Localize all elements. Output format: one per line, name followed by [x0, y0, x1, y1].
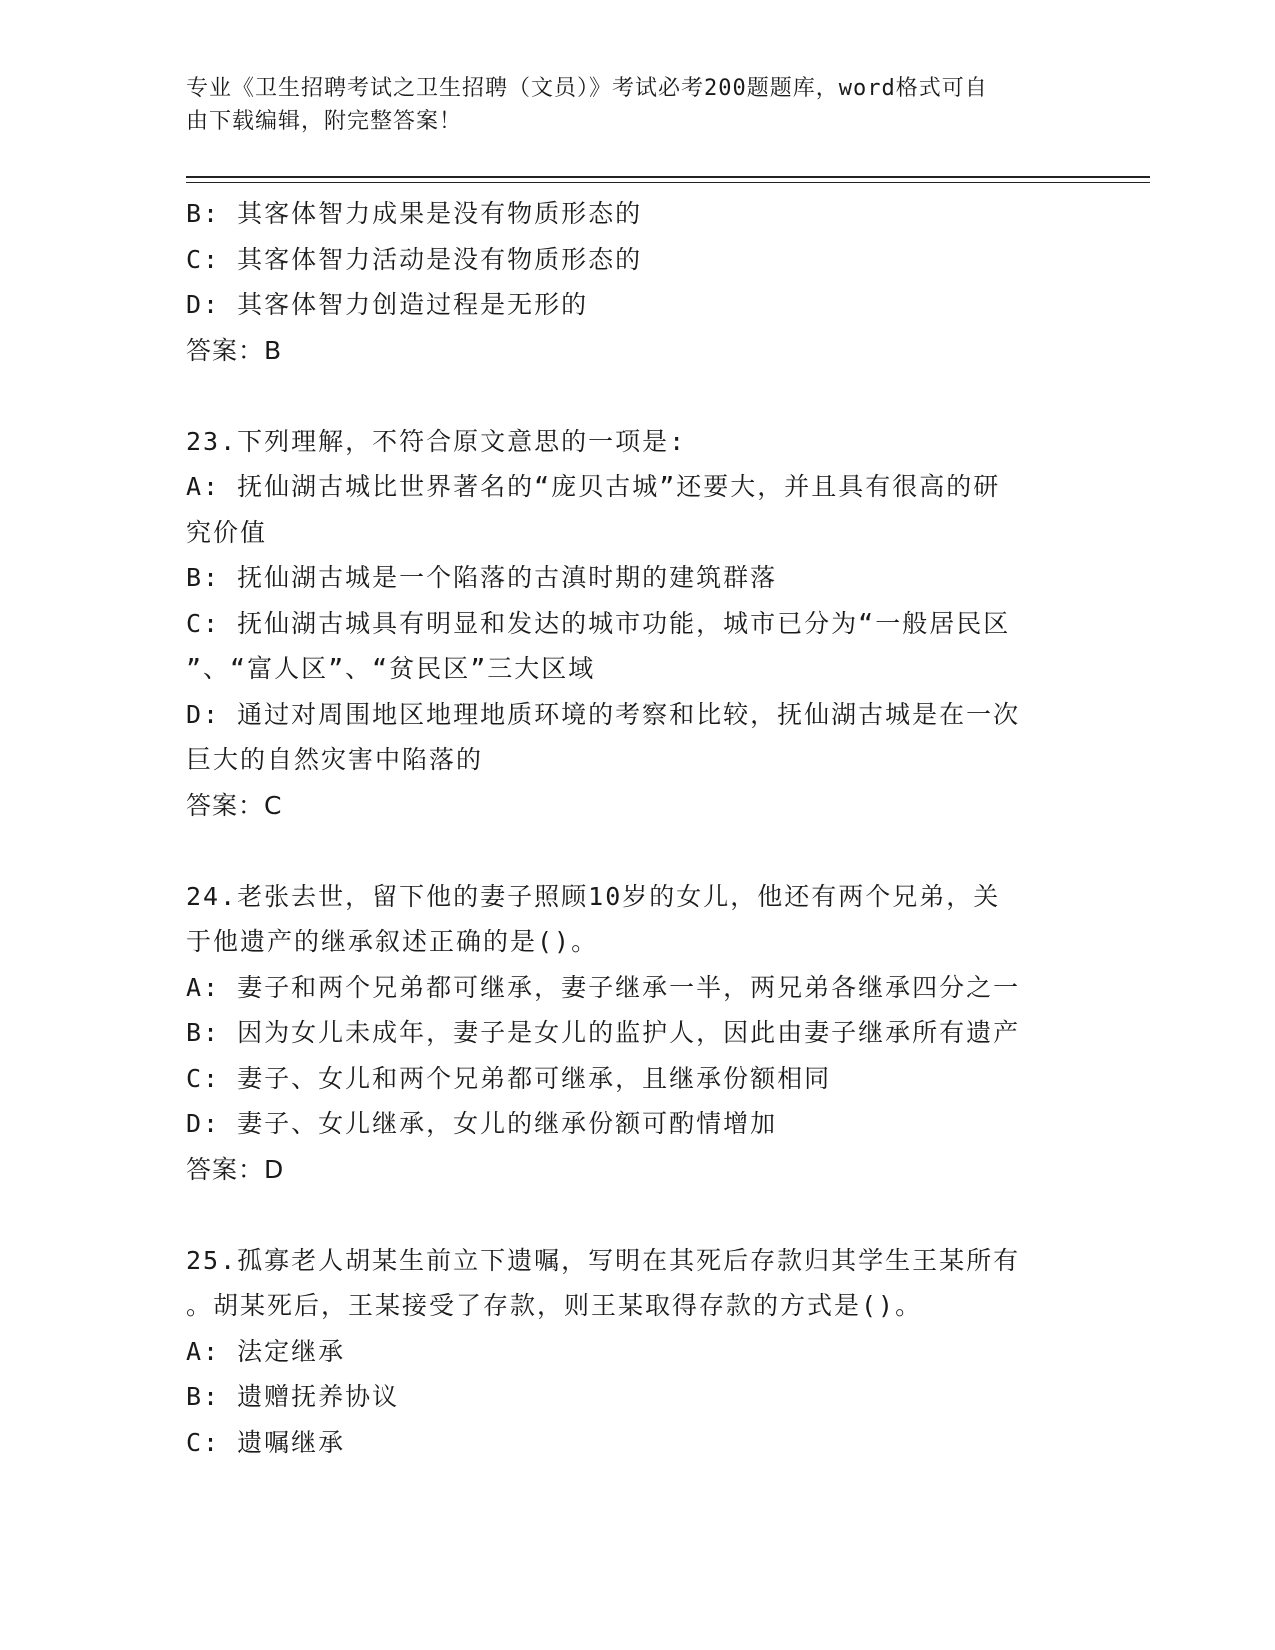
question-stem: 23.下列理解，不符合原文意思的一项是:	[186, 426, 687, 456]
question-stem-cont: 。胡某死后，王某接受了存款，则王某取得存款的方式是()。	[186, 1291, 923, 1320]
option-a: A: 妻子和两个兄弟都可继承，妻子继承一半，两兄弟各继承四分之一	[186, 972, 1021, 1002]
question-22-tail	[186, 191, 1086, 373]
option-b: B: 抚仙湖古城是一个陷落的古滇时期的建筑群落	[186, 563, 778, 592]
option-a-cont: 究价值	[186, 517, 268, 547]
option-c: C: 其客体智力活动是没有物质形态的	[186, 244, 643, 274]
option-a: A: 法定继承	[186, 1336, 346, 1366]
option-d-cont: 巨大的自然灾害中陷落的	[186, 745, 484, 774]
question-23	[186, 419, 1086, 829]
option-a: A: 抚仙湖古城比世界著名的“庞贝古城”还要大，并且具有很高的研	[186, 472, 1001, 501]
header-line-1: 专业《卫生招聘考试之卫生招聘（文员）》考试必考200题题库，word格式可自	[186, 76, 988, 101]
question-stem: 24.老张去世，留下他的妻子照顾10岁的女儿，他还有两个兄弟，关	[186, 881, 1001, 911]
question-stem-cont: 于他遗产的继承叙述正确的是()。	[186, 927, 599, 956]
page-header	[186, 72, 1076, 138]
question-24	[186, 874, 1086, 1193]
answer: 答案：D	[186, 1154, 285, 1184]
option-c: C: 遗嘱继承	[186, 1427, 346, 1457]
question-stem: 25.孤寡老人胡某生前立下遗嘱，写明在其死后存款归其学生王某所有	[186, 1245, 1021, 1275]
option-c: C: 妻子、女儿和两个兄弟都可继承，且继承份额相同	[186, 1063, 832, 1093]
option-c-cont: ”、“富人区”、“贫民区”三大区域	[186, 654, 596, 683]
question-25	[186, 1238, 1086, 1466]
option-d: D: 通过对周围地区地理地质环境的考察和比较，抚仙湖古城是在一次	[186, 699, 1021, 729]
option-c: C: 抚仙湖古城具有明显和发达的城市功能，城市已分为“一般居民区	[186, 608, 1011, 638]
spacer	[186, 828, 1086, 874]
question-list	[186, 191, 1086, 1465]
header-divider-thin	[186, 182, 1150, 183]
header-divider-thick	[186, 176, 1150, 178]
option-b: B: 其客体智力成果是没有物质形态的	[186, 199, 643, 228]
option-d: D: 妻子、女儿继承，女儿的继承份额可酌情增加	[186, 1109, 778, 1138]
answer: 答案：B	[186, 335, 283, 365]
option-b: B: 遗赠抚养协议	[186, 1382, 400, 1411]
spacer	[186, 1192, 1086, 1238]
option-d: D: 其客体智力创造过程是无形的	[186, 290, 589, 319]
option-b: B: 因为女儿未成年，妻子是女儿的监护人，因此由妻子继承所有遗产	[186, 1018, 1021, 1047]
spacer	[186, 373, 1086, 419]
answer: 答案：C	[186, 790, 283, 820]
header-line-2: 由下载编辑，附完整答案！	[186, 109, 463, 134]
